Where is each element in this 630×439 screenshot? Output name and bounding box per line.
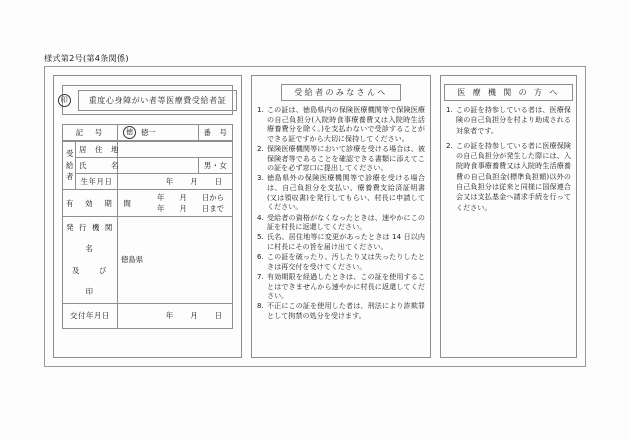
recipient-label-char-2: 給 [66,160,74,170]
kigou-value: 徳一 [141,128,156,137]
issuer-value[interactable]: 徳島県 [118,217,233,304]
list-item: この証は、徳島県内の保険医療機関等で保険医療の自己負担分(入院時食事療養費又は入院時生活療養費分を除く。)を支払わないで受診することができる証ですから大切に保持してください。 [267,105,425,143]
recipient-notice-panel [251,75,431,358]
validity-label: 有 効 期 間 [63,190,118,217]
issuer-label [63,217,126,304]
list-item: 氏名、居住地等に変更があったときは 14 日以内に村長にその旨を届け出てください。 [267,232,425,251]
validity-to-year: 年 [157,204,165,213]
table-row-validity [63,190,233,217]
recipient-label-char-1: 受 [66,149,74,159]
list-item: この証を破ったり、汚したり又は失ったりしたときは再交付を受けてください。 [267,252,425,271]
birth-year-unit: 年 [165,177,174,186]
certificate-title-inner [58,90,238,111]
address-value[interactable] [118,142,233,158]
validity-to-month: 月 [179,204,187,213]
table-row-name [63,158,233,174]
validity-to-row [121,203,224,214]
institution-notice-list [441,105,576,213]
birth-value[interactable] [118,174,233,190]
list-item: この証を持参している者に医療保険の自己負担分が発生した際には、入院時食事療養費又は入院時生活療養費の自己負担金(標準負担額)以外の自己負担分は従来と同様に国保連合会又は支払基金へ請求手続を行ってください。 [456,140,571,212]
list-item: 有効期限を経過したときは、この証を使用することはできませんから速やかに村長に返還してください。 [267,271,425,301]
institution-notice-panel [440,75,577,358]
birth-day-unit: 日 [214,177,222,186]
issue-date-label: 交付年月日 [63,303,118,328]
issue-date-value[interactable] [118,303,233,328]
table-row-kigou [63,125,233,141]
list-item: この証を持参している者は、医療保険の自己負担分を村より助成される対象者です。 [456,105,571,135]
name-label: 氏 名 [76,158,118,174]
sex-label[interactable]: 男・女 [199,158,233,174]
list-item: 受給者の資格がなくなったときは、速やかにこの証を村長に返還してください。 [267,212,425,232]
issuer-label-line-1: 発 行 機 関 名 [66,223,114,254]
table-row-address [63,142,233,158]
issue-month-unit: 月 [190,311,198,321]
kigou-circle-icon: 徳 [123,126,136,139]
issuer-label-line-2: 及 び 印 [72,265,126,297]
recipient-label-char-3: 者 [66,172,74,182]
list-item: 不正にこの証を使用した者は、刑法により詐欺罪として拘禁の処分を受けます。 [267,301,425,320]
certificate-panel [53,75,242,358]
certificate-table [62,124,233,141]
institution-notice-heading: 医 療 機 関 の 方 へ [444,84,572,101]
seal-circle-icon: 印 [58,94,71,107]
recipient-vertical-label [63,142,76,190]
address-label: 居 住 地 [76,142,118,158]
bangou-label: 番 号 [199,125,233,141]
kigou-label: 記 号 [63,125,118,141]
birth-month-unit: 月 [190,177,198,186]
validity-to-day: 日まで [201,204,224,213]
recipient-notice-heading: 受給者のみなさんへ [281,84,400,101]
name-value[interactable] [118,158,199,174]
validity-value[interactable] [118,190,233,217]
validity-from-year: 年 [157,192,165,202]
form-number-label: 様式第2号(第4条関係) [44,53,129,63]
issue-year-unit: 年 [165,311,174,321]
certificate-title: 重度心身障がい者等医療費受給者証 [78,90,238,111]
table-row-issuer [63,217,233,304]
kigou-value-cell[interactable] [118,125,199,141]
form-outer-frame [44,66,586,367]
validity-from-row [121,192,224,203]
validity-from-day: 日から [201,192,224,202]
table-row-issue-date [63,303,233,328]
certificate-title-box [62,85,233,115]
recipient-table [62,141,233,329]
list-item: 徳島県外の保険医療機関等で診療を受ける場合は、自己負担分を支払い、療養費支給済証明書(又は領収書)を発行してもらい、村長に申請してください。 [267,173,425,212]
recipient-notice-list [252,105,430,321]
table-row-birth [63,174,233,190]
birth-label: 生年月日 [76,174,118,190]
form-columns [53,75,577,358]
issue-day-unit: 日 [214,311,222,321]
validity-from-month: 月 [179,192,187,202]
list-item: 保険医療機関等において診療を受ける場合は、被保険者等であることを確認できる書類に添えてこの証を必ず窓口に提出してください。 [267,144,425,173]
